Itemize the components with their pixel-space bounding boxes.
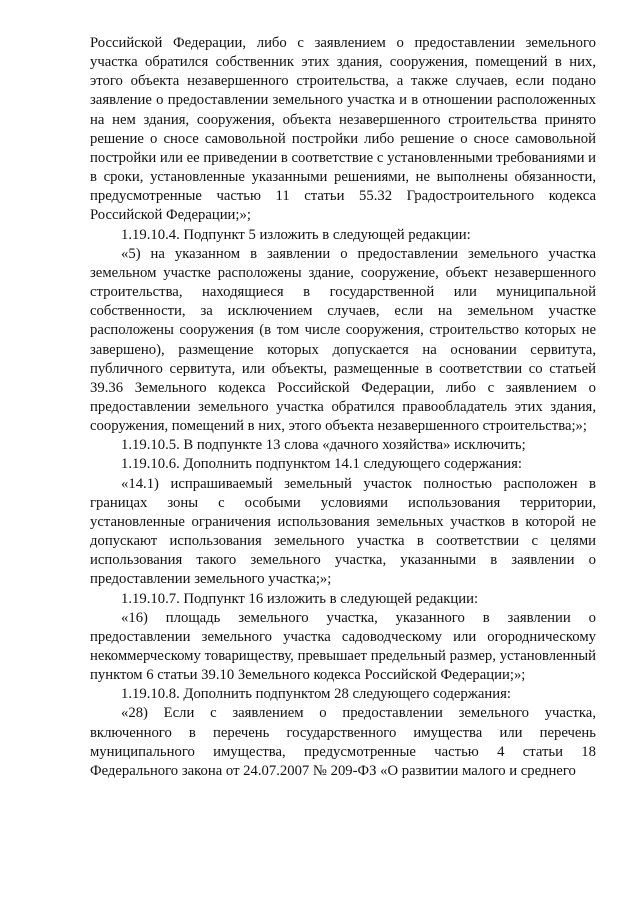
paragraph-subitem-16: «16) площадь земельного участка, указанного в заявлении о предоставлении земельного участка садоводческому или огородническому некоммерческому товариществу, превышает предельный размер, установленный пунктом 6 статьи 39.10 Земельного кодекса Российской Федерации;»; [90, 609, 596, 684]
paragraph-item-1-19-10-4: 1.19.10.4. Подпункт 5 изложить в следующей редакции: [121, 226, 471, 243]
document-body [90, 34, 596, 781]
paragraph-continuation: Российской Федерации, либо с заявлением о предоставлении земельного участка обратился собственник этих здания, сооружения, помещений в них, этого объекта незавершенного строительства, а также случаев, если подано заявление о предоставлении земельного участка и в отношении расположенных на нем здания, сооружения, объекта незавершенного строительства принято решение о сносе самовольной постройки либо решение о сносе самовольной постройки или ее приведении в соответствие с установленными требованиями и в сроки, установленные указанными решениями, не выполнены обязанности, предусмотренные частью 11 статьи 55.32 Градостроительного кодекса Российской Федерации;»; [90, 35, 596, 224]
paragraph-item-1-19-10-8: 1.19.10.8. Дополнить подпунктом 28 следующего содержания: [121, 686, 511, 703]
paragraph-subitem-5: «5) на указанном в заявлении о предоставлении земельного участка земельном участке расположены здание, сооружение, объект незавершенного строительства, находящиеся в государственной или муниципальной собственности, за исключением случаев, если на земельном участке расположены сооружения (в том числе сооружения, строительство которых не завершено), размещение которых допускается на основании сервитута, публичного сервитута, или объекты, размещенные в соответствии со статьей 39.36 Земельного кодекса Российской Федерации, либо с заявлением о предоставлении земельного участка обратился правообладатель этих здания, сооружения, помещений в них, этого объекта незавершенного строительства;»; [90, 245, 596, 435]
paragraph-subitem-28: «28) Если с заявлением о предоставлении земельного участка, включенного в перечень государственного имущества или перечень муниципального имущества, предусмотренные частью 4 статьи 18 Федерального закона от 24.07.2007 № 209-ФЗ «О развитии малого и среднего [90, 705, 596, 779]
paragraph-item-1-19-10-7: 1.19.10.7. Подпункт 16 изложить в следующей редакции: [121, 590, 479, 607]
paragraph-item-1-19-10-6: 1.19.10.6. Дополнить подпунктом 14.1 следующего содержания: [121, 456, 522, 473]
paragraph-item-1-19-10-5: 1.19.10.5. В подпункте 13 слова «дачного хозяйства» исключить; [121, 437, 526, 454]
paragraph-subitem-14-1: «14.1) испрашиваемый земельный участок полностью расположен в границах зоны с особыми условиями использования территории, установленные ограничения использования земельных участков в которой не допускают использования земельного участка в соответствии с целями использования такого земельного участка, указанными в заявлении о предоставлении земельного участка;»; [90, 475, 596, 588]
